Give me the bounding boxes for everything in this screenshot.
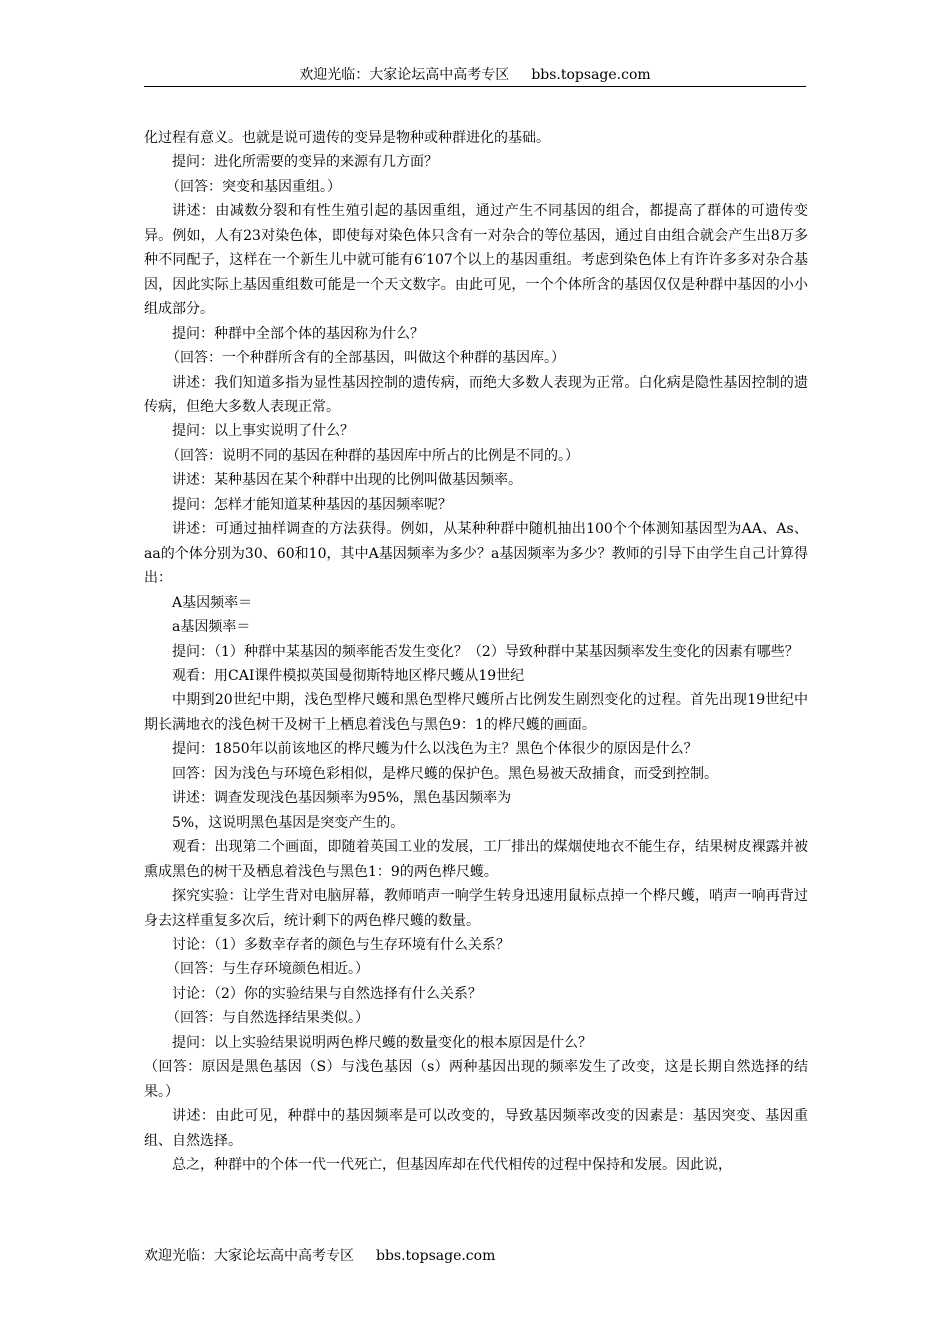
paragraph: 讲述：调查发现浅色基因频率为95%，黑色基因频率为 xyxy=(172,790,512,807)
header-url: bbs.topsage.com xyxy=(531,67,651,83)
paragraph: （回答：一个种群所含有的全部基因，叫做这个种群的基因库。） xyxy=(166,350,565,367)
paragraph: （回答：突变和基因重组。） xyxy=(166,178,341,195)
header-text: 欢迎光临：大家论坛高中高考专区 xyxy=(299,67,510,83)
paragraph: 观看：出现第二个画面，即随着英国工业的发展，工厂排出的煤烟使地衣不能生存，结果树皮裸露并被熏成黑色的树干及栖息着浅色与黑色1：9的两色桦尺蠖。 xyxy=(144,839,808,880)
paragraph: 讲述：可通过抽样调查的方法获得。例如，从某种种群中随机抽出100个个体测知基因型为AA、As、aa的个体分别为30、60和10，其中A基因频率为多少？a基因频率为多少？教师的引导下由学生自己计算得出： xyxy=(144,521,808,587)
header-divider xyxy=(144,86,806,87)
paragraph: 探究实验：让学生背对电脑屏幕，教师哨声一响学生转身迅速用鼠标点掉一个桦尺蠖，哨声一响再背过身去这样重复多次后，统计剩下的两色桦尺蠖的数量。 xyxy=(144,888,808,929)
paragraph: 提问：种群中全部个体的基因称为什么？ xyxy=(172,325,424,342)
paragraph: 讲述：我们知道多指为显性基因控制的遗传病，而绝大多数人表现为正常。白化病是隐性基因控制的遗传病，但绝大多数人表现正常。 xyxy=(144,374,808,415)
paragraph: 回答：因为浅色与环境色彩相似，是桦尺蠖的保护色。黑色易被天敌捕食，而受到控制。 xyxy=(172,765,718,782)
paragraph: 提问：进化所需要的变异的来源有几方面？ xyxy=(172,154,438,171)
paragraph: 观看：用CAI课件模拟英国曼彻斯特地区桦尺蠖从19世纪 xyxy=(172,667,525,684)
paragraph: A基因频率＝ xyxy=(172,594,253,611)
paragraph: 讲述：某种基因在某个种群中出现的比例叫做基因频率。 xyxy=(172,472,522,489)
paragraph: 5%，这说明黑色基因是突变产生的。 xyxy=(172,814,405,831)
paragraph: （回答：与自然选择结果类似。） xyxy=(166,1010,369,1027)
paragraph: 讨论：（2）你的实验结果与自然选择有什么关系？ xyxy=(172,985,482,1002)
paragraph: a基因频率＝ xyxy=(172,619,251,636)
page-footer xyxy=(144,1245,495,1267)
footer-url: bbs.topsage.com xyxy=(376,1248,496,1264)
paragraph: （回答：与生存环境颜色相近。） xyxy=(166,961,369,978)
paragraph: 提问：怎样才能知道某种基因的基因频率呢？ xyxy=(172,496,452,513)
paragraph: 讲述：由减数分裂和有性生殖引起的基因重组，通过产生不同基因的组合，都提高了群体的可遗传变异。例如，人有23对染色体，即使每对染色体只含有一对杂合的等位基因，通过自由组合就会产生出8万多种不同配子，这样在一个新生儿中就可能有6′107个以上的基因重组。考虑到染色体上有许许多多对杂合基因，因此实际上基因重组数可能是一个天文数字。由此可见，一个个体所含的基因仅仅是种群中基因的小小组成部分。 xyxy=(144,203,808,318)
page-header xyxy=(144,64,806,86)
paragraph: （回答：原因是黑色基因（S）与浅色基因（s）两种基因出现的频率发生了改变，这是长期自然选择的结果。） xyxy=(144,1059,808,1100)
paragraph: 提问：（1）种群中某基因的频率能否发生变化？（2）导致种群中某基因频率发生变化的因素有哪些？ xyxy=(172,643,799,660)
paragraph: 提问：以上实验结果说明两色桦尺蠖的数量变化的根本原因是什么？ xyxy=(172,1034,592,1051)
paragraph: 中期到20世纪中期，浅色型桦尺蠖和黑色型桦尺蠖所占比例发生剧烈变化的过程。首先出现19世纪中期长满地衣的浅色树干及树干上栖息着浅色与黑色9：1的桦尺蠖的画面。 xyxy=(144,692,808,733)
paragraph: 化过程有意义。也就是说可遗传的变异是物种或种群进化的基础。 xyxy=(144,130,550,146)
paragraph: 提问：以上事实说明了什么？ xyxy=(172,423,354,440)
document-body xyxy=(144,126,808,1177)
paragraph: （回答：说明不同的基因在种群的基因库中所占的比例是不同的。） xyxy=(166,447,579,464)
paragraph: 讲述：由此可见，种群中的基因频率是可以改变的，导致基因频率改变的因素是：基因突变、基因重组、自然选择。 xyxy=(144,1108,808,1149)
paragraph: 讨论：（1）多数幸存者的颜色与生存环境有什么关系？ xyxy=(172,936,510,953)
paragraph: 总之，种群中的个体一代一代死亡，但基因库却在代代相传的过程中保持和发展。因此说， xyxy=(172,1157,732,1174)
paragraph: 提问：1850年以前该地区的桦尺蠖为什么以浅色为主？黑色个体很少的原因是什么？ xyxy=(172,741,698,758)
footer-text: 欢迎光临：大家论坛高中高考专区 xyxy=(144,1248,354,1264)
